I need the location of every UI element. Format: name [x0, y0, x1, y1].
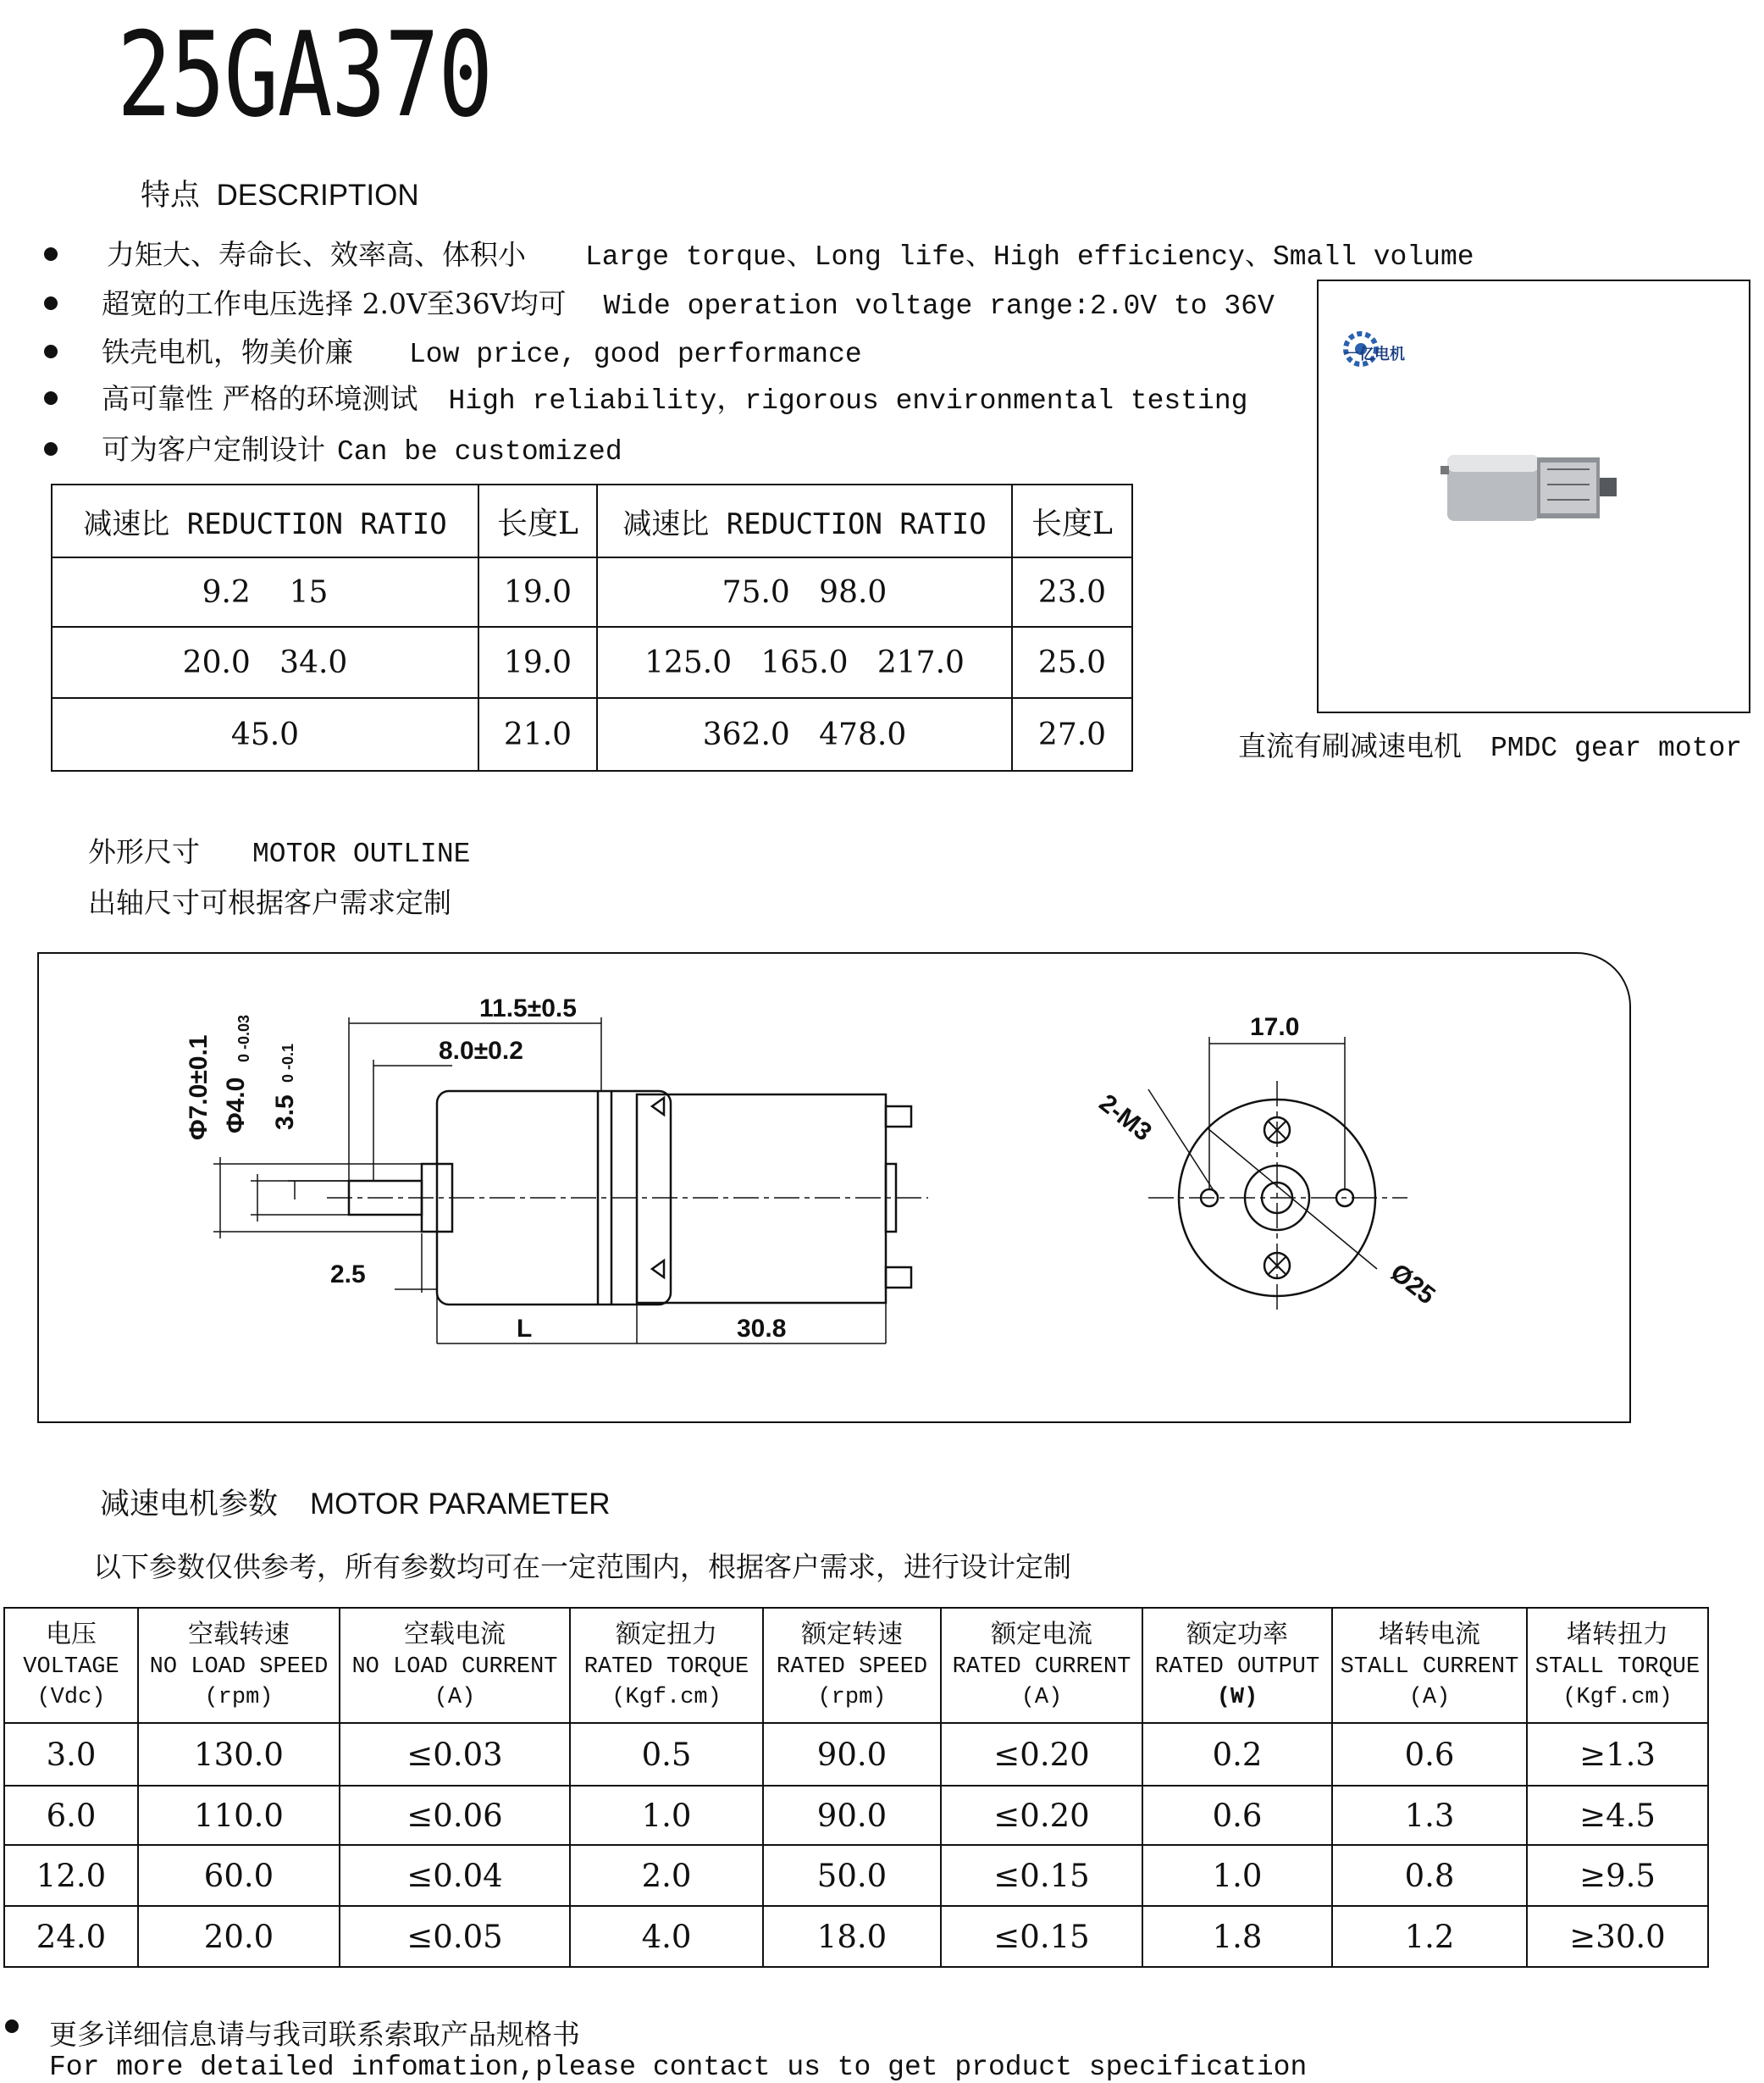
table-cell: ≥30.0	[1527, 1906, 1708, 1967]
table-cell: 0.8	[1332, 1845, 1527, 1906]
header-cell	[1527, 1608, 1708, 1723]
dim-gearbox-length: L	[517, 1315, 533, 1343]
header-cn: 堵转扭力	[1567, 1620, 1668, 1650]
description-heading-en: DESCRIPTION	[216, 179, 419, 212]
table-cell: 130.0	[138, 1723, 340, 1786]
brand-logo-text: 一亿电机	[1344, 346, 1405, 363]
parameter-note: 以下参数仅供参考，所有参数均可在一定范围内，根据客户需求，进行设计定制	[93, 1550, 1071, 1583]
table-cell: ≥4.5	[1527, 1786, 1708, 1845]
dim-flat-tolerance: 0 -0.1	[279, 1043, 296, 1083]
table-cell: ≤0.05	[340, 1906, 570, 1967]
dim-flat: 3.5	[271, 1094, 299, 1130]
table-cell: ≥9.5	[1527, 1845, 1708, 1906]
table-cell: ≥1.3	[1527, 1723, 1708, 1786]
header-en: RATED SPEED	[776, 1654, 928, 1681]
table-cell: 2.0	[570, 1845, 763, 1906]
table-cell: 75.0 98.0	[597, 557, 1012, 627]
photo-caption-cn: 直流有刷减速电机	[1238, 729, 1462, 762]
table-cell: 1.2	[1332, 1906, 1527, 1967]
side-view	[213, 1014, 928, 1343]
motor-parameter-table	[3, 1607, 1709, 1968]
table-cell: ≤0.15	[941, 1906, 1142, 1967]
product-photo	[1317, 280, 1750, 713]
dim-flat-length: 8.0±0.2	[439, 1037, 523, 1065]
parameter-heading-cn: 减速电机参数	[100, 1487, 279, 1521]
table-row	[4, 1845, 1708, 1906]
dim-hole-span: 17.0	[1250, 1013, 1300, 1041]
motor-outline-drawing	[37, 952, 1631, 1423]
dim-body-diameter: Ø25	[1385, 1258, 1441, 1310]
table-cell: 21.0	[478, 698, 597, 771]
parameter-heading-en: MOTOR PARAMETER	[310, 1487, 611, 1521]
header-cn: 额定功率	[1186, 1620, 1288, 1650]
header-cell	[570, 1608, 763, 1723]
header-cn: 空载电流	[404, 1620, 506, 1650]
header-en: RATED CURRENT	[952, 1654, 1131, 1681]
table-cell: 12.0	[4, 1845, 138, 1906]
outline-heading-en: MOTOR OUTLINE	[252, 839, 471, 870]
dim-thread: 2-M3	[1093, 1089, 1157, 1147]
dim-shaft-diameter: Φ4.0	[222, 1077, 250, 1133]
header-en: VOLTAGE	[23, 1654, 119, 1681]
table-cell: 0.5	[570, 1723, 763, 1786]
header-cn: 电压	[46, 1620, 97, 1650]
header-en: STALL TORQUE	[1535, 1654, 1700, 1681]
header-text: 减速比 REDUCTION RATIO	[83, 507, 447, 541]
header-cell	[340, 1608, 570, 1723]
table-cell: 0.6	[1142, 1786, 1332, 1845]
table-cell: ≤0.20	[941, 1723, 1142, 1786]
header-cell	[597, 485, 1012, 557]
motor-image	[1441, 455, 1617, 521]
outline-note: 出轴尺寸可根据客户需求定制	[88, 886, 451, 919]
header-cell	[138, 1608, 340, 1723]
feature-en: High reliability，rigorous environmental testing	[448, 385, 1248, 417]
header-en: RATED TORQUE	[583, 1654, 749, 1681]
photo-caption-en: PMDC gear motor	[1490, 733, 1743, 764]
table-cell: 0.2	[1142, 1723, 1332, 1786]
header-unit: (rpm)	[204, 1684, 274, 1710]
table-cell: ≤0.20	[941, 1786, 1142, 1845]
table-cell: 20.0	[138, 1906, 340, 1967]
table-cell: 0.6	[1332, 1723, 1527, 1786]
footer-en: For more detailed infomation,please contact us to get product specification	[49, 2052, 1308, 2083]
header-cell	[52, 485, 478, 557]
bullet-icon	[44, 345, 58, 358]
header-cell	[763, 1608, 941, 1723]
header-cn: 额定扭力	[616, 1620, 717, 1650]
outline-heading-cn: 外形尺寸	[88, 835, 200, 868]
table-row	[4, 1906, 1708, 1967]
feature-cn: 铁壳电机，物美价廉	[102, 335, 353, 368]
table-row	[52, 627, 1132, 698]
feature-item	[102, 377, 1247, 417]
header-en: STALL CURRENT	[1340, 1654, 1519, 1681]
table-cell: 125.0 165.0 217.0	[597, 627, 1012, 698]
description-heading-cn: 特点	[141, 179, 201, 212]
header-unit: (rpm)	[817, 1684, 887, 1710]
table-cell: 1.3	[1332, 1786, 1527, 1845]
header-cn: 空载转速	[188, 1620, 290, 1650]
header-unit: (A)	[1408, 1684, 1451, 1710]
header-cell	[1012, 485, 1132, 557]
bullet-icon	[44, 296, 58, 310]
feature-en: Can be customized	[337, 436, 622, 468]
bullet-icon	[44, 247, 58, 261]
feature-en: Wide operation voltage range:2.0V to 36V	[603, 291, 1275, 322]
table-cell: 110.0	[138, 1786, 340, 1845]
header-cn: 额定转速	[801, 1620, 903, 1650]
feature-cn: 超宽的工作电压选择 2.0V至36V均可	[102, 287, 567, 320]
header-cn: 额定电流	[991, 1620, 1092, 1650]
table-cell: 50.0	[763, 1845, 941, 1906]
technical-drawing	[39, 954, 1629, 1421]
table-cell: 20.0 34.0	[52, 627, 478, 698]
table-row	[4, 1786, 1708, 1845]
table-header-row	[52, 485, 1132, 557]
feature-item	[102, 428, 622, 468]
table-cell: 6.0	[4, 1786, 138, 1845]
table-cell: 1.8	[1142, 1906, 1332, 1967]
header-en: NO LOAD CURRENT	[351, 1654, 558, 1681]
feature-item	[102, 282, 1275, 322]
header-cell	[4, 1608, 138, 1723]
table-cell: 18.0	[763, 1906, 941, 1967]
outline-heading	[88, 830, 470, 870]
table-cell: 3.0	[4, 1723, 138, 1786]
table-row	[52, 557, 1132, 627]
table-cell: 60.0	[138, 1845, 340, 1906]
header-en: NO LOAD SPEED	[149, 1654, 329, 1681]
table-cell: 1.0	[1142, 1845, 1332, 1906]
photo-caption	[1238, 724, 1742, 764]
dim-boss-length: 2.5	[330, 1260, 366, 1288]
feature-cn: 力矩大、寿命长、效率高、体积小	[107, 238, 526, 271]
header-unit: (A)	[1020, 1684, 1063, 1710]
bullet-icon	[44, 391, 58, 405]
header-unit: (A)	[434, 1684, 476, 1710]
header-cell	[1142, 1608, 1332, 1723]
header-text: 长度L	[1031, 506, 1113, 541]
table-cell: 90.0	[763, 1723, 941, 1786]
header-cell	[478, 485, 597, 557]
feature-item	[107, 233, 1474, 273]
table-row	[4, 1723, 1708, 1786]
table-cell: 90.0	[763, 1786, 941, 1845]
bullet-icon	[44, 442, 58, 456]
header-en: RATED OUTPUT	[1154, 1654, 1320, 1681]
table-cell: ≤0.03	[340, 1723, 570, 1786]
reduction-ratio-table	[51, 484, 1133, 772]
parameter-heading	[100, 1481, 611, 1523]
header-unit: (Vdc)	[36, 1684, 106, 1710]
feature-cn: 可为客户定制设计	[102, 433, 325, 466]
description-heading	[141, 172, 419, 214]
dim-motor-length: 30.8	[737, 1315, 787, 1343]
table-cell: ≤0.06	[340, 1786, 570, 1845]
bullet-icon	[5, 2019, 19, 2033]
feature-cn: 高可靠性 严格的环境测试	[102, 382, 418, 415]
table-cell: 24.0	[4, 1906, 138, 1967]
front-view	[1148, 1037, 1407, 1315]
product-title: 25GA370	[117, 7, 492, 143]
feature-en: Low price, good performance	[409, 339, 862, 370]
header-unit: (Kgf.cm)	[1562, 1684, 1673, 1710]
table-cell: ≤0.15	[941, 1845, 1142, 1906]
feature-en: Large torque、Long life、High efficiency、Small volume	[585, 241, 1474, 273]
table-cell: 4.0	[570, 1906, 763, 1967]
header-unit: (W)	[1216, 1684, 1258, 1710]
header-unit: (Kgf.cm)	[611, 1684, 722, 1710]
table-cell: ≤0.04	[340, 1845, 570, 1906]
table-cell: 362.0 478.0	[597, 698, 1012, 771]
table-cell: 19.0	[478, 557, 597, 627]
header-cell	[1332, 1608, 1527, 1723]
table-cell: 19.0	[478, 627, 597, 698]
dim-shaft-length: 11.5±0.5	[479, 994, 577, 1022]
table-cell: 27.0	[1012, 698, 1132, 771]
feature-item	[102, 330, 862, 370]
header-cell	[941, 1608, 1142, 1723]
table-cell: 9.2 15	[52, 557, 478, 627]
header-text: 长度L	[497, 506, 578, 541]
table-cell: 45.0	[52, 698, 478, 771]
dim-boss-diameter: Φ7.0±0.1	[185, 1034, 213, 1140]
table-cell: 25.0	[1012, 627, 1132, 698]
table-cell: 1.0	[570, 1786, 763, 1845]
table-header-row	[4, 1608, 1708, 1723]
dim-shaft-tolerance: 0 -0.03	[235, 1014, 252, 1062]
header-cn: 堵转电流	[1379, 1620, 1480, 1650]
header-text: 减速比 REDUCTION RATIO	[622, 507, 987, 541]
motor-photo-illustration	[1319, 281, 1749, 712]
footer-cn: 更多详细信息请与我司联系索取产品规格书	[49, 2018, 580, 2051]
table-cell: 23.0	[1012, 557, 1132, 627]
table-row	[52, 698, 1132, 771]
